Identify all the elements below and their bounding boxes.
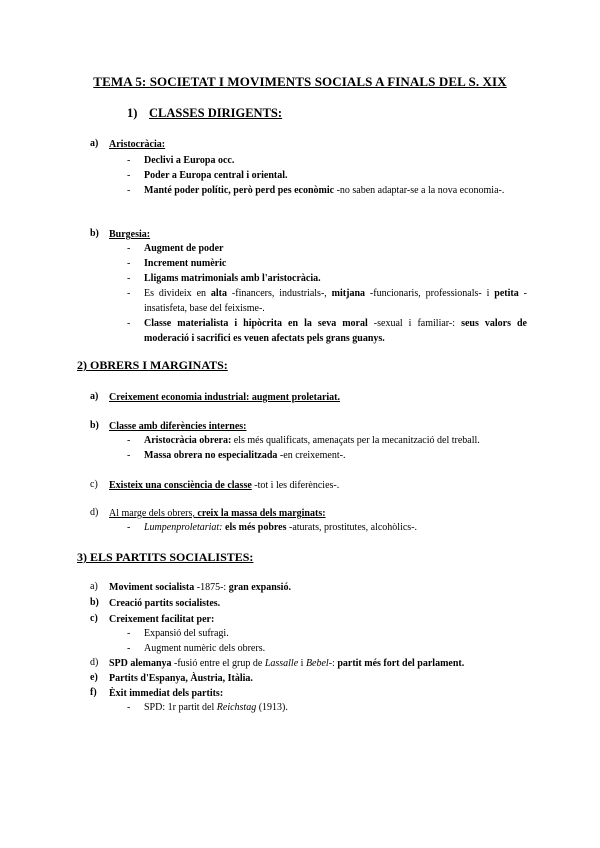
list-item: Creixement facilitat per: bbox=[109, 614, 215, 625]
list-item: Poder a Europa central i oriental. bbox=[144, 170, 288, 181]
section-number: 1) bbox=[127, 106, 138, 120]
item-label: c) bbox=[90, 479, 98, 490]
list-item: Classe amb diferències internes: bbox=[109, 421, 247, 432]
document-title: TEMA 5: SOCIETAT I MOVIMENTS SOCIALS A FINALS DEL S. XIX bbox=[93, 74, 507, 89]
item-label: e) bbox=[90, 672, 98, 683]
list-item: Increment numèric bbox=[144, 258, 227, 269]
list-item: Moviment socialista -1875-: gran expansió. bbox=[109, 582, 291, 593]
item-label: a) bbox=[90, 391, 99, 402]
list-item: Massa obrera no especialitzada -en creixement-. bbox=[144, 450, 346, 461]
item-label: a) bbox=[90, 138, 99, 149]
bullet-dash: - bbox=[127, 702, 131, 713]
bullet-dash: - bbox=[127, 288, 131, 299]
bullet-dash: - bbox=[127, 273, 131, 284]
bullet-dash: - bbox=[127, 243, 131, 254]
list-item: Partits d'Espanya, Àustria, Itàlia. bbox=[109, 673, 253, 684]
list-item: Es divideix en alta -financers, industrials-, mitjana -funcionaris, professionals- i petita -insatisfeta, base del feixisme-. bbox=[144, 288, 527, 314]
item-label: d) bbox=[90, 657, 99, 668]
bullet-dash: - bbox=[127, 643, 131, 654]
list-item: Augment de poder bbox=[144, 243, 224, 254]
item-label: b) bbox=[90, 597, 99, 608]
list-item: Lumpenproletariat: els més pobres -aturats, prostitutes, alcohòlics-. bbox=[144, 522, 418, 533]
subheading-burgesia: Burgesia: bbox=[109, 229, 151, 240]
section-heading-classes-dirigents bbox=[127, 106, 282, 121]
list-item: Aristocràcia obrera: els més qualificats, amenaçats per la mecanització del treball. bbox=[144, 435, 480, 446]
item-label: f) bbox=[90, 687, 97, 698]
list-item: Manté poder polític, però perd pes econòmic -no saben adaptar-se a la nova economia-. bbox=[144, 185, 505, 196]
item-label: b) bbox=[90, 228, 99, 239]
list-item: Creixement economia industrial: augment proletariat. bbox=[109, 392, 340, 403]
item-label: d) bbox=[90, 507, 99, 518]
list-item: SPD alemanya -fusió entre el grup de Lassalle i Bebel-: partit més fort del parlament. bbox=[109, 658, 465, 669]
list-item: Existeix una consciència de classe -tot i les diferències-. bbox=[109, 480, 340, 491]
section-title: CLASSES DIRIGENTS: bbox=[149, 106, 283, 120]
section-heading-partits: 3) ELS PARTITS SOCIALISTES: bbox=[77, 550, 254, 564]
bullet-dash: - bbox=[127, 185, 131, 196]
bullet-dash: - bbox=[127, 522, 131, 533]
item-label: b) bbox=[90, 420, 99, 431]
item-label: a) bbox=[90, 581, 98, 592]
list-item: Èxit immediat dels partits: bbox=[109, 688, 224, 699]
item-label: c) bbox=[90, 613, 98, 624]
list-item: Augment numèric dels obrers. bbox=[144, 643, 266, 654]
bullet-dash: - bbox=[127, 450, 131, 461]
bullet-dash: - bbox=[127, 258, 131, 269]
bullet-dash: - bbox=[127, 318, 131, 329]
bullet-dash: - bbox=[127, 170, 131, 181]
list-item: SPD: 1r partit del Reichstag (1913). bbox=[144, 702, 288, 713]
bullet-dash: - bbox=[127, 435, 131, 446]
bullet-dash: - bbox=[127, 628, 131, 639]
list-item: Expansió del sufragi. bbox=[144, 628, 229, 639]
list-item: Creació partits socialistes. bbox=[109, 598, 221, 609]
list-item: Lligams matrimonials amb l'aristocràcia. bbox=[144, 273, 321, 284]
list-item: Al marge dels obrers, creix la massa dels marginats: bbox=[109, 508, 326, 519]
bullet-dash: - bbox=[127, 155, 131, 166]
list-item: Declivi a Europa occ. bbox=[144, 155, 235, 166]
list-item: Classe materialista i hipòcrita en la seva moral -sexual i familiar-: seus valors de moderació i sacrifici es veuen afectats pels grans guanys. bbox=[144, 318, 527, 344]
section-heading-obrers: 2) OBRERS I MARGINATS: bbox=[77, 358, 228, 372]
subheading-aristocracia: Aristocràcia: bbox=[109, 139, 166, 150]
